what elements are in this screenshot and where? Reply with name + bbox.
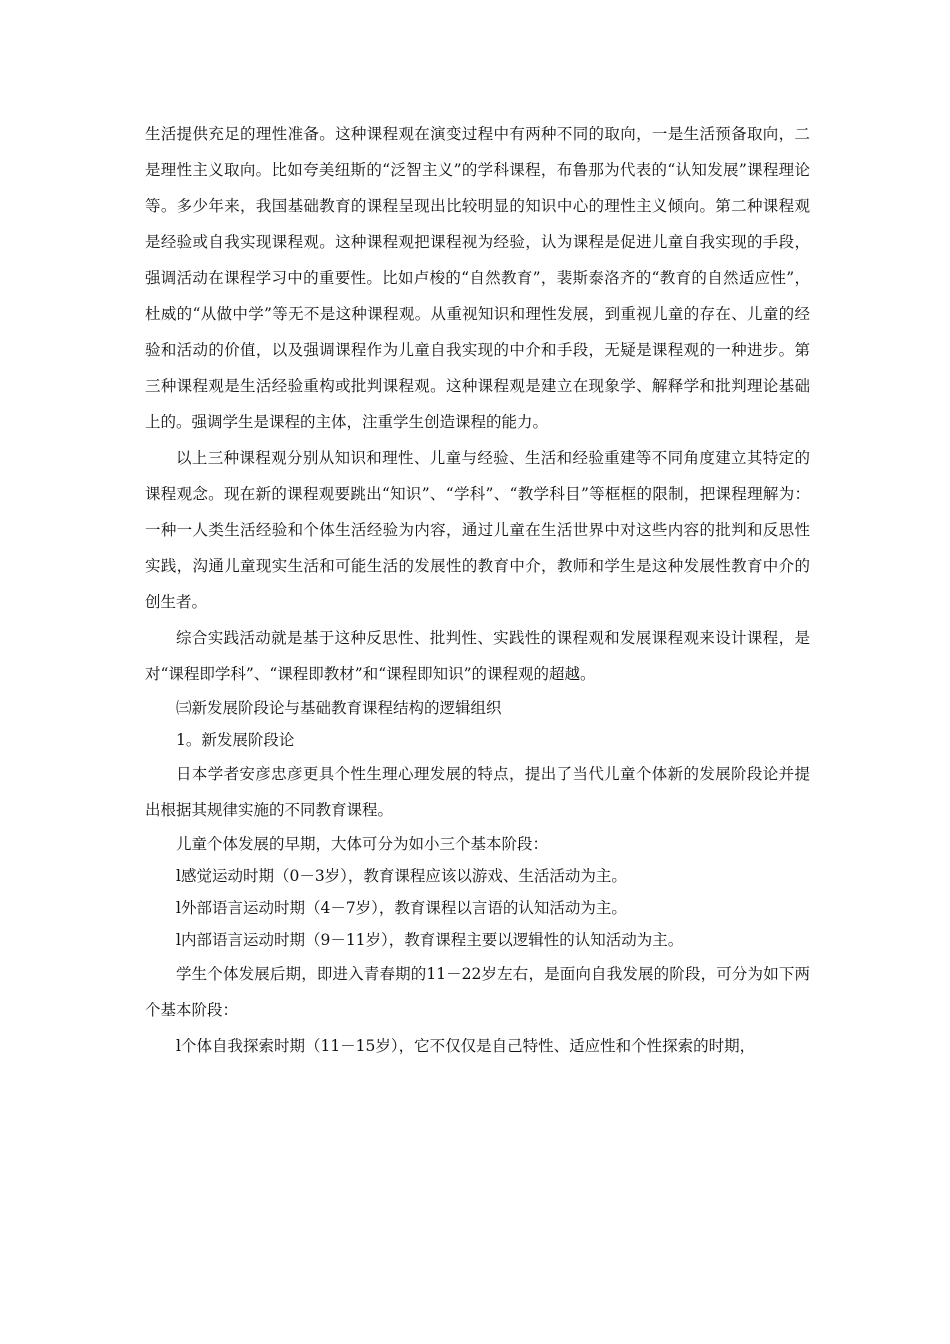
subheading-new-stage-theory: 1。新发展阶段论 (176, 731, 295, 749)
list-item-sensorimotor: l感觉运动时期（0－3岁），教育课程应该以游戏、生活活动为主。 (176, 867, 627, 885)
paragraph-later-stages-intro: 学生个体发展后期，即进入青春期的11－22岁左右，是面向自我发展的阶段，可分为如下两个基本阶段： (145, 965, 810, 1019)
section-heading-development-stages: ㈢新发展阶段论与基础教育课程结构的逻辑组织 (176, 699, 502, 717)
list-item-external-language: l外部语言运动时期（4－7岁），教育课程以言语的认知活动为主。 (176, 899, 627, 917)
paragraph-three-views-summary: 以上三种课程观分别从知识和理性、儿童与经验、生活和经验重建等不同角度建立其特定的课程观念。现在新的课程观要跳出“知识”、“学科”、“教学科目”等框框的限制，把课程理解为：一种一人类生活经验和个体生活经验为内容，通过儿童在生活世界中对这些内容的批判和反思性实践，沟通儿童现实生活和可能生活的发展性的教育中介，教师和学生是这种发展性教育中介的创生者。 (145, 449, 810, 611)
paragraph-comprehensive-practice: 综合实践活动就是基于这种反思性、批判性、实践性的课程观和发展课程观来设计课程，是对“课程即学科”、“课程即教材”和“课程即知识”的课程观的超越。 (145, 629, 810, 683)
paragraph-anhiko-theory: 日本学者安彦忠彦更具个性生理心理发展的特点，提出了当代儿童个体新的发展阶段论并提出根据其规律实施的不同教育课程。 (145, 765, 810, 819)
list-item-self-exploration: l个体自我探索时期（11－15岁），它不仅仅是自己特性、适应性和个性探索的时期， (176, 1037, 756, 1055)
paragraph-early-stages-intro: 儿童个体发展的早期，大体可分为如小三个基本阶段： (176, 835, 549, 853)
paragraph-curriculum-views: 生活提供充足的理性准备。这种课程观在演变过程中有两种不同的取向，一是生活预备取向，二是理性主义取向。比如夸美纽斯的“泛智主义”的学科课程，布鲁那为代表的“认知发展”课程理论等。多少年来，我国基础教育的课程呈现出比较明显的知识中心的理性主义倾向。第二种课程观是经验或自我实现课程观。这种课程观把课程视为经验，认为课程是促进儿童自我实现的手段，强调活动在课程学习中的重要性。比如卢梭的“自然教育”，裴斯泰洛齐的“教育的自然适应性”，杜威的“从做中学”等无不是这种课程观。从重视知识和理性发展，到重视儿童的存在、儿童的经验和活动的价值，以及强调课程作为儿童自我实现的中介和手段，无疑是课程观的一种进步。第三种课程观是生活经验重构或批判课程观。这种课程观是建立在现象学、解释学和批判理论基础上的。强调学生是课程的主体，注重学生创造课程的能力。 (145, 125, 810, 431)
list-item-internal-language: l内部语言运动时期（9－11岁），教育课程主要以逻辑性的认知活动为主。 (176, 931, 684, 949)
body-text (145, 116, 810, 1064)
